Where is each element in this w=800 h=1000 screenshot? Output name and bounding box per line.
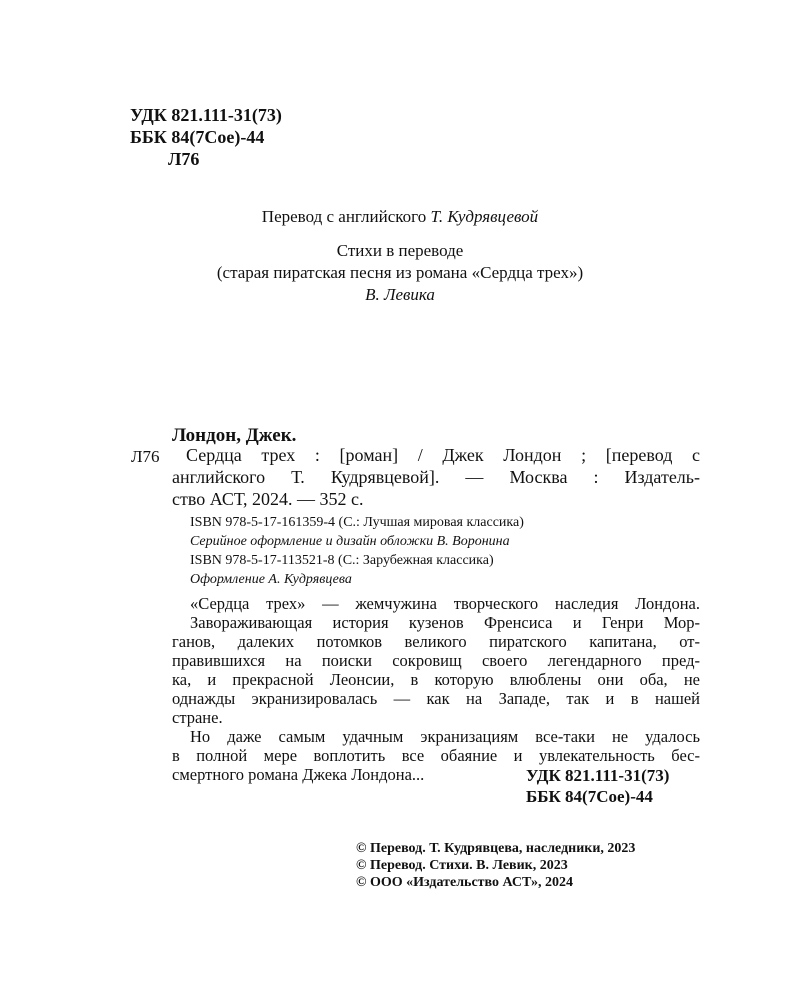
card-author: Лондон, Джек. <box>172 425 297 446</box>
annotation-line: ганов, далеких потомков великого пиратского капитана, от- <box>172 632 700 651</box>
annotation-line: однажды экранизировалась — как на Западе, так и в нашей <box>172 689 700 708</box>
udk-code: УДК 821.111-31(73) <box>526 766 670 785</box>
card-description-line: Сердца трех : [роман] / Джек Лондон ; [перевод с <box>186 445 700 465</box>
bbk-code: ББК 84(7Сое)-44 <box>130 127 265 147</box>
top-classification-codes <box>130 104 282 170</box>
card-mark: Л76 <box>131 447 160 466</box>
annotation-line: смертного романа Джека Лондона... <box>172 765 425 784</box>
poems-credit <box>0 240 800 306</box>
copyright-line: © Перевод. Т. Кудрявцева, наследники, 2023 <box>356 841 636 856</box>
poems-note: (старая пиратская песня из романа «Сердца трех») <box>216 263 584 282</box>
annotation-line: ка, и прекрасной Леонсии, в которую влюблены они оба, не <box>172 670 700 689</box>
copyright-line: © ООО «Издательство АСТ», 2024 <box>356 875 574 890</box>
copyright-block <box>356 840 635 891</box>
isbn-block <box>190 513 524 551</box>
isbn-block <box>190 551 494 589</box>
poems-line: Стихи в переводе <box>336 241 464 260</box>
isbn-note: Оформление А. Кудрявцева <box>190 572 352 587</box>
card-description-line: ство АСТ, 2024. — 352 с. <box>172 489 364 509</box>
annotation-line: «Сердца трех» — жемчужина творческого наследия Лондона. <box>190 594 700 613</box>
bbk-code: ББК 84(7Сое)-44 <box>526 787 653 806</box>
translator-name: Т. Кудрявцевой <box>430 207 539 226</box>
card-description-line: английского Т. Кудрявцевой]. — Москва : Издатель- <box>172 467 700 487</box>
copyright-line: © Перевод. Стихи. В. Левик, 2023 <box>356 858 568 873</box>
annotation-line: правившихся на поиски сокровищ своего легендарного пред- <box>172 651 700 670</box>
poems-translator: В. Левика <box>365 285 435 304</box>
annotation-line: в полной мере воплотить все обаяние и увлекательность бес- <box>172 746 700 765</box>
annotation <box>172 594 700 784</box>
translation-credit <box>0 206 800 228</box>
udk-code: УДК 821.111-31(73) <box>130 105 282 125</box>
isbn-number: ISBN 978-5-17-161359-4 (С.: Лучшая мировая классика) <box>190 515 524 530</box>
card-description <box>172 444 700 510</box>
translation-prefix: Перевод с английского <box>261 207 427 226</box>
annotation-line: Завораживающая история кузенов Френсиса и Генри Мор- <box>190 613 700 632</box>
isbn-note: Серийное оформление и дизайн обложки В. Воронина <box>190 534 510 549</box>
bottom-classification-codes <box>526 765 669 807</box>
annotation-line: стране. <box>172 708 223 727</box>
annotation-line: Но даже самым удачным экранизациям все-таки не удалось <box>190 727 700 746</box>
author-mark: Л76 <box>168 149 200 169</box>
isbn-number: ISBN 978-5-17-113521-8 (С.: Зарубежная классика) <box>190 553 494 568</box>
